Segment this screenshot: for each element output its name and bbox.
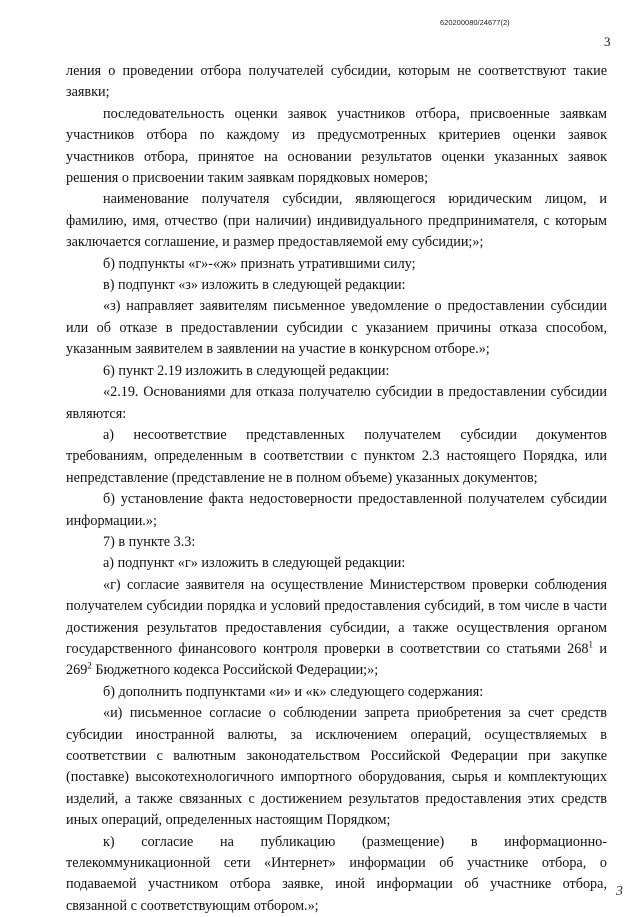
document-id: 620200080/24677(2) [440,18,510,27]
paragraph [66,575,607,682]
superscript: 2 [87,660,92,671]
paragraph: последовательность оценки заявок участников отбора, присвоенные заявкам участников отбора по каждому из предусмотренных критериев оценки заявок участников отбора, принятое на основании результатов оценки указанных заявок решения о присвоении таким заявкам порядковых номеров; [66,105,607,187]
handwritten-page-mark: 3 [616,884,623,899]
superscript: 1 [588,639,593,650]
paragraph: к) согласие на публикацию (размещение) в информационно- [103,833,607,850]
paragraph: «2.19. Основаниями для отказа получателю субсидии в предоставлении субсидии являются: [66,384,607,422]
page-number: 3 [604,34,611,49]
paragraph: а) подпункт «г» изложить в следующей редакции: [103,555,406,572]
paragraph: телекоммуникационной сети «Интернет» информации об участнике отбора, о подаваемой участником отбора заявке, иной информации об участнике отбора, связанной с соответствующим отбором.»; [66,855,607,914]
paragraph: а) несоответствие представленных получателем субсидии документов требованиям, определенным в соответствии с пунктом 2.3 настоящего Порядка, или непредставление (представление не в полном объеме) указанных документов; [66,426,607,486]
paragraph: «и) письменное согласие о соблюдении запрета приобретения за счет средств субсидии иностранной валюты, за исключением операций, осуществляемых в соответствии с валютным законодательством Российской Федерации при закупке (поставке) высокотехнологичного импортного оборудования, сырья и комплектующих изделий, а также связанных с достижением результатов предоставления этих средств иных операций, определенных настоящим Порядком; [66,705,607,829]
paragraph-text: и 269 [66,640,607,679]
paragraph-text: Бюджетного кодекса Российской Федерации;»; [91,662,379,679]
paragraph: 6) пункт 2.19 изложить в следующей редакции: [103,362,390,379]
paragraph: «з) направляет заявителям письменное уведомление о предоставлении субсидии или об отказе в предоставлении субсидии с указанием причины отказа способом, указанным заявителем в заявлении на участие в конкурсном отборе.»; [66,298,607,358]
document-body [66,61,607,917]
paragraph-text: «г) согласие заявителя на осуществление Министерством проверки соблюдения получателем субсидии порядка и условий предоставления субсидий, в том числе в части достижения результатов предоставления субсидии, а также осуществления органом государственного финансового контроля проверки в соответствии со статьями 268 [66,576,607,657]
paragraph: б) установление факта недостоверности предоставленной получателем субсидии информации.»; [66,491,607,529]
paragraph: в) подпункт «з» изложить в следующей редакции: [103,277,406,294]
paragraph: б) подпункты «г»-«ж» признать утратившими силу; [103,255,416,272]
paragraph: ления о проведении отбора получателей субсидии, которым не соответствуют такие заявки; [66,63,607,101]
paragraph: 7) в пункте 3.3: [103,533,196,550]
paragraph: наименование получателя субсидии, являющегося юридическим лицом, и фамилию, имя, отчество (при наличии) индивидуального предпринимателя, с которым заключается соглашение, и размер предоставляемой ему субсидии;»; [66,191,607,251]
paragraph: б) дополнить подпунктами «и» и «к» следующего содержания: [103,683,484,700]
